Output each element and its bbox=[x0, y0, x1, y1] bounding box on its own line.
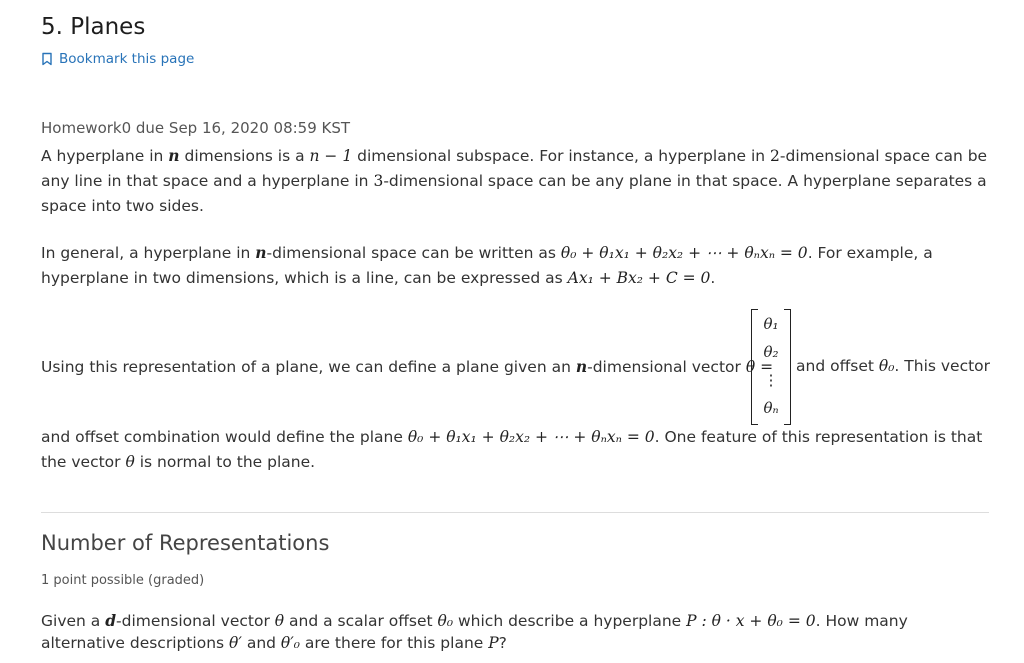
math-two: 2 bbox=[770, 147, 780, 165]
offset-text bbox=[796, 357, 990, 375]
matrix-entry: θ₁ bbox=[763, 315, 779, 333]
math-d: d bbox=[105, 611, 117, 630]
math-n: n bbox=[255, 243, 267, 262]
paragraph-hyperplane-definition bbox=[41, 143, 991, 219]
math-theta-prime: θ′ bbox=[229, 634, 242, 652]
math-hyperplane-equation: θ₀ + θ₁x₁ + θ₂x₂ + ⋯ + θₙxₙ = 0 bbox=[407, 428, 655, 446]
math-plane-equation: P : θ · x + θ₀ = 0 bbox=[686, 612, 816, 630]
text-segment: Using this representation of a plane, we can define a plane given an bbox=[41, 358, 576, 376]
problem-question bbox=[41, 610, 991, 654]
text-segment: . How many alternative descriptions bbox=[41, 612, 908, 652]
text-segment: and a scalar offset bbox=[284, 612, 438, 630]
math-plane-p: P bbox=[488, 634, 499, 652]
text-segment: . This vector bbox=[894, 357, 991, 375]
text-segment: dimensional subspace. For instance, a hyperplane in bbox=[352, 147, 771, 165]
theta-column-vector bbox=[751, 309, 791, 425]
math-hyperplane-equation: θ₀ + θ₁x₁ + θ₂x₂ + ⋯ + θₙxₙ = 0 bbox=[560, 244, 808, 262]
text-segment: -dimensional vector bbox=[587, 358, 746, 376]
text-segment: In general, a hyperplane in bbox=[41, 244, 256, 262]
vector-definition-text bbox=[41, 357, 773, 376]
text-segment: which describe a hyperplane bbox=[453, 612, 687, 630]
math-n-minus-1: n − 1 bbox=[309, 147, 353, 165]
bookmark-label: Bookmark this page bbox=[59, 51, 195, 67]
vector-definition-row bbox=[41, 309, 1001, 425]
math-n: n bbox=[575, 357, 588, 376]
bookmark-icon bbox=[41, 52, 53, 66]
matrix-entry: θₙ bbox=[763, 399, 779, 417]
text-segment: -dimensional space can be any line in that space and a hyperplane in bbox=[41, 147, 988, 190]
text-segment: and bbox=[241, 634, 281, 652]
text-segment: A hyperplane in bbox=[41, 147, 169, 165]
points-possible: 1 point possible (graded) bbox=[41, 573, 205, 588]
bookmark-button[interactable] bbox=[41, 51, 194, 67]
text-segment: and offset combination would define the plane bbox=[41, 428, 408, 446]
text-segment: Given a bbox=[41, 612, 106, 630]
problem-title: Number of Representations bbox=[41, 531, 330, 555]
text-segment: dimensions is a bbox=[179, 147, 310, 165]
text-segment: and offset bbox=[796, 357, 879, 375]
paragraph-vector-offset bbox=[41, 425, 991, 475]
math-line-equation: Ax₁ + Bx₂ + C = 0 bbox=[567, 269, 711, 287]
text-segment: ? bbox=[498, 634, 507, 652]
math-theta: θ bbox=[274, 612, 285, 630]
page-title: 5. Planes bbox=[41, 14, 146, 40]
text-segment: . bbox=[710, 269, 716, 287]
math-n: n bbox=[168, 146, 180, 165]
matrix-entry: ⋮ bbox=[763, 371, 779, 389]
text-segment: -dimensional space can be any plane in that space. A hyperplane separates a space into two sides. bbox=[41, 172, 987, 215]
math-theta: θ bbox=[125, 453, 135, 471]
text-segment: is normal to the plane. bbox=[134, 453, 316, 471]
text-segment: are there for this plane bbox=[300, 634, 489, 652]
math-theta0-prime: θ′₀ bbox=[280, 634, 300, 652]
text-segment: -dimensional vector bbox=[116, 612, 275, 630]
math-theta0: θ₀ bbox=[437, 612, 454, 630]
text-segment: . For example, a hyperplane in two dimensions, which is a line, can be expressed as bbox=[41, 244, 933, 287]
paragraph-general-form bbox=[41, 240, 991, 291]
math-three: 3 bbox=[373, 172, 384, 190]
text-segment: -dimensional space can be written as bbox=[266, 244, 561, 262]
math-theta0: θ₀ bbox=[878, 357, 895, 375]
section-divider bbox=[41, 512, 989, 513]
homework-due-date: Homework0 due Sep 16, 2020 08:59 KST bbox=[41, 119, 351, 137]
text-segment: . One feature of this representation is that the vector bbox=[41, 428, 983, 471]
matrix-entry: θ₂ bbox=[763, 343, 779, 361]
math-theta-equals: θ = bbox=[745, 358, 774, 376]
